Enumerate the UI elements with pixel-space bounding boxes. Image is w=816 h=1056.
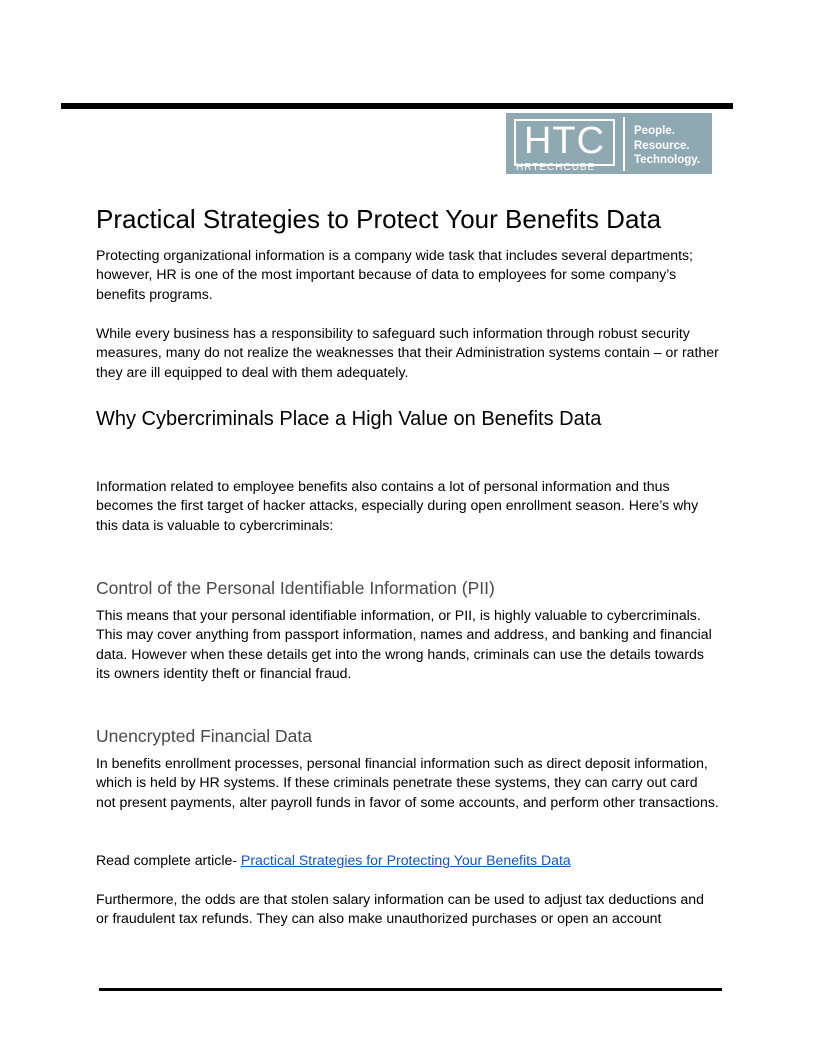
page-title: Practical Strategies to Protect Your Benefits Data [96, 204, 662, 234]
logo-tagline [634, 124, 700, 168]
logo-tagline-line: People. [634, 125, 675, 137]
read-article-link[interactable]: Practical Strategies for Protecting Your Benefits Data [240, 852, 571, 868]
closing-paragraph: Furthermore, the odds are that stolen salary information can be used to adjust tax deductions and or fraudulent tax refunds. They can also make unauthorized purchases or open an account [96, 891, 704, 927]
logo-tagline-line: Resource. [634, 139, 690, 152]
read-more-line [96, 851, 720, 870]
subheading-pii: Control of the Personal Identifiable Information (PII) [96, 578, 495, 598]
htc-logo [506, 113, 712, 174]
financial-paragraph: In benefits enrollment processes, personal financial information such as direct deposit information, which is held by HR systems. If these criminals penetrate these systems, they can carry out card not present payments, alter payroll funds in favor of some accounts, and perform other transactions. [96, 755, 719, 810]
intro-paragraph-2: While every business has a responsibility to safeguard such information through robust security measures, many do not realize the weaknesses that their Administration systems contain – or rather they are ill equipped to deal with them adequately. [96, 325, 719, 380]
subheading-financial-data: Unencrypted Financial Data [96, 726, 312, 746]
footer-rule [99, 988, 722, 991]
read-more-prefix: Read complete article- [96, 852, 241, 868]
logo-mark-box [514, 119, 615, 166]
intro-paragraph-1: Protecting organizational information is a company wide task that includes several departments; however, HR is one of the most important because of data to employees for some company’s benefits programs. [96, 247, 693, 302]
header-rule [61, 103, 733, 109]
logo-tagline-line: Technology. [634, 154, 701, 166]
logo-subtext: HRTECHCUBE [516, 162, 596, 173]
section-paragraph: Information related to employee benefits also contains a lot of personal information and thus becomes the first target of hacker attacks, especially during open enrollment season. Here’s why this data is valuable to cybercriminals: [96, 478, 699, 533]
pii-paragraph: This means that your personal identifiable information, or PII, is highly valuable to cybercriminals. This may cover anything from passport information, names and address, and banking and financial data. However when these details get into the wrong hands, criminals can use the details towards its owners identity theft or financial fraud. [96, 607, 712, 682]
logo-divider [623, 117, 625, 171]
section-heading-cybercriminals: Why Cybercriminals Place a High Value on Benefits Data [96, 408, 602, 430]
logo-mark: HTC [523, 120, 606, 162]
